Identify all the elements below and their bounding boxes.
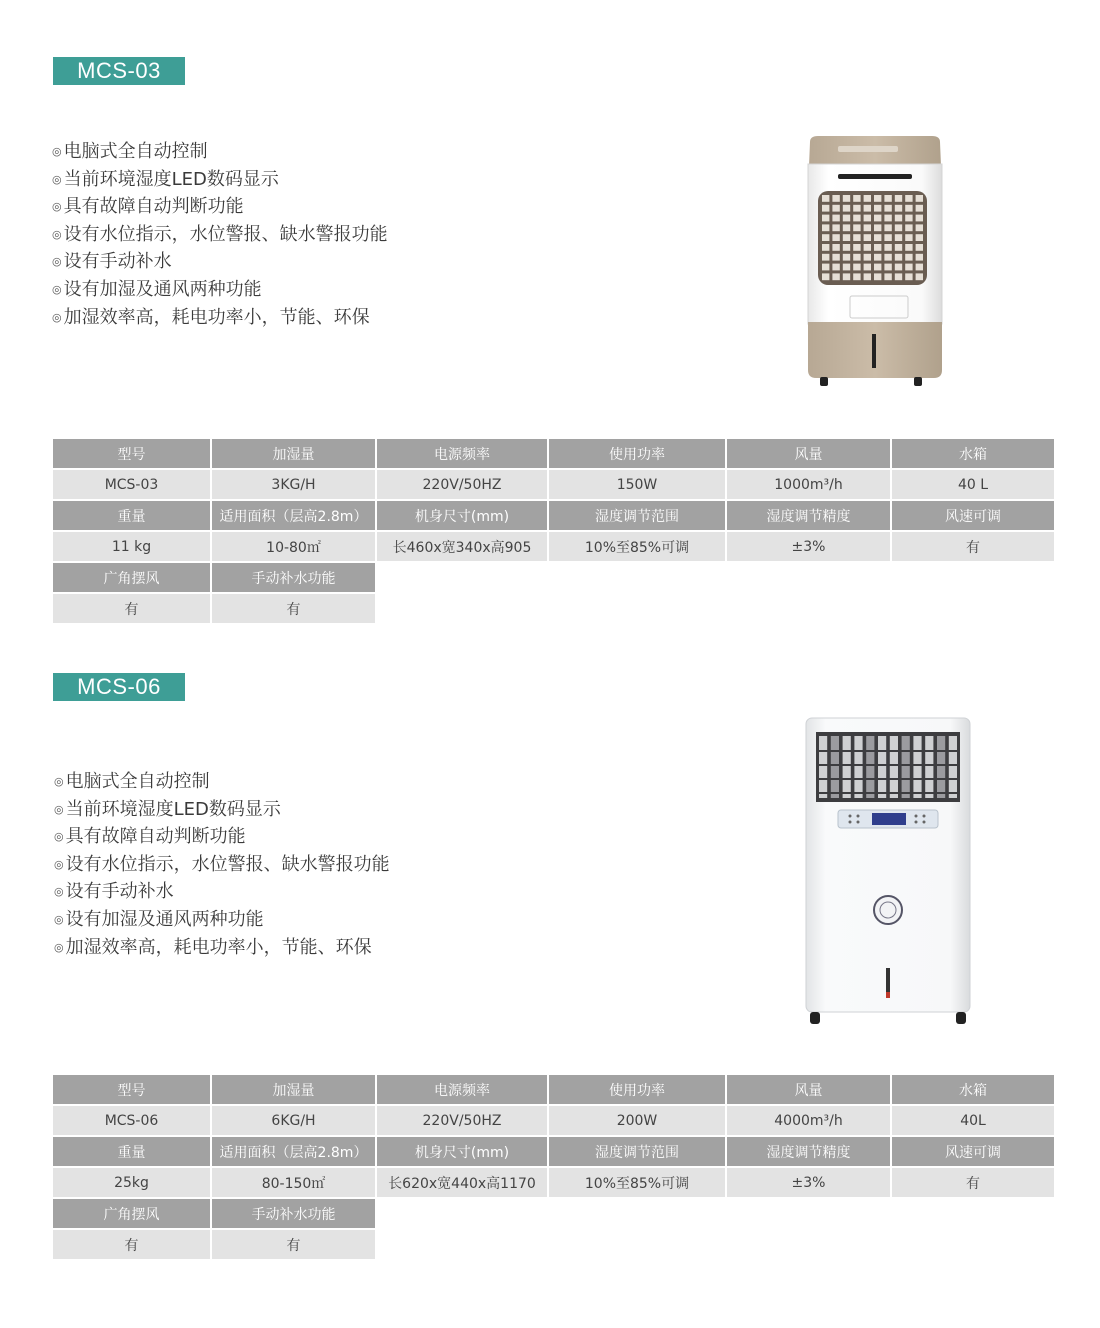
table-row bbox=[53, 562, 1055, 593]
spec-header: 手动补水功能 bbox=[211, 562, 376, 593]
product-image-mcs-06 bbox=[800, 716, 976, 1028]
feature-list bbox=[54, 768, 390, 961]
feature-item: ◎ 设有水位指示，水位警报、缺水警报功能 bbox=[54, 853, 390, 875]
spec-value: 有 bbox=[53, 1229, 211, 1260]
spec-value: 6KG/H bbox=[211, 1105, 376, 1136]
bullet-icon: ◎ bbox=[54, 912, 64, 926]
spec-header: 湿度调节范围 bbox=[548, 500, 726, 531]
table-row bbox=[53, 1198, 1055, 1229]
spec-header: 水箱 bbox=[891, 439, 1055, 469]
spec-value: 40 L bbox=[891, 469, 1055, 500]
table-blank bbox=[376, 593, 1055, 624]
feature-item: ◎ 当前环境湿度LED数码显示 bbox=[52, 168, 279, 190]
product-section-mcs-03 bbox=[0, 0, 1100, 640]
table-row bbox=[53, 1075, 1055, 1105]
spec-value: 3KG/H bbox=[211, 469, 376, 500]
spec-value: 长620x宽440x高1170 bbox=[376, 1167, 548, 1198]
spec-value: 40L bbox=[891, 1105, 1055, 1136]
table-row bbox=[53, 1105, 1055, 1136]
table-blank bbox=[376, 562, 1055, 593]
table-row bbox=[53, 593, 1055, 624]
spec-value: MCS-06 bbox=[53, 1105, 211, 1136]
bullet-icon: ◎ bbox=[54, 775, 64, 788]
spec-header: 型号 bbox=[53, 439, 211, 469]
spec-header: 适用面积（层高2.8m） bbox=[211, 500, 376, 531]
spec-value: 10-80㎡ bbox=[211, 531, 376, 562]
spec-value: MCS-03 bbox=[53, 469, 211, 500]
spec-value: ±3% bbox=[726, 531, 891, 562]
spec-header: 湿度调节精度 bbox=[726, 500, 891, 531]
spec-header: 风速可调 bbox=[891, 1136, 1055, 1167]
feature-item: ◎ 设有手动补水 bbox=[54, 881, 174, 903]
spec-value: 11 kg bbox=[53, 531, 211, 562]
table-row bbox=[53, 1136, 1055, 1167]
spec-value: 10%至85%可调 bbox=[548, 531, 726, 562]
table-row bbox=[53, 1229, 1055, 1260]
spec-value: ±3% bbox=[726, 1167, 891, 1198]
spec-value: 有 bbox=[891, 1167, 1055, 1198]
feature-item: ◎ 设有加湿及通风两种功能 bbox=[54, 908, 264, 930]
model-tag: MCS-06 bbox=[53, 673, 185, 701]
bullet-icon: ◎ bbox=[54, 802, 64, 816]
spec-header: 机身尺寸(mm) bbox=[376, 500, 548, 531]
spec-value: 220V/50HZ bbox=[376, 1105, 548, 1136]
spec-value: 80-150㎡ bbox=[211, 1167, 376, 1198]
bullet-icon: ◎ bbox=[52, 282, 62, 296]
table-blank bbox=[376, 1198, 1055, 1229]
feature-item: ◎ 设有水位指示，水位警报、缺水警报功能 bbox=[52, 223, 388, 245]
spec-header: 使用功率 bbox=[548, 1075, 726, 1105]
bullet-icon: ◎ bbox=[54, 940, 64, 954]
spec-header: 水箱 bbox=[891, 1075, 1055, 1105]
bullet-icon: ◎ bbox=[52, 227, 62, 241]
spec-header: 使用功率 bbox=[548, 439, 726, 469]
spec-value: 10%至85%可调 bbox=[548, 1167, 726, 1198]
bullet-icon: ◎ bbox=[52, 172, 62, 186]
spec-header: 重量 bbox=[53, 500, 211, 531]
bullet-icon: ◎ bbox=[52, 200, 62, 214]
spec-header: 机身尺寸(mm) bbox=[376, 1136, 548, 1167]
spec-value: 150W bbox=[548, 469, 726, 500]
bullet-icon: ◎ bbox=[52, 255, 62, 269]
spec-table bbox=[53, 1075, 1056, 1261]
feature-item: ◎ 电脑式全自动控制 bbox=[54, 771, 210, 792]
spec-value: 有 bbox=[211, 593, 376, 624]
spec-header: 湿度调节范围 bbox=[548, 1136, 726, 1167]
table-row bbox=[53, 531, 1055, 562]
table-blank bbox=[376, 1229, 1055, 1260]
table-row bbox=[53, 500, 1055, 531]
spec-header: 型号 bbox=[53, 1075, 211, 1105]
table-row bbox=[53, 469, 1055, 500]
bullet-icon: ◎ bbox=[52, 310, 62, 324]
spec-value: 有 bbox=[53, 593, 211, 624]
feature-item: ◎ 加湿效率高，耗电功率小，节能、环保 bbox=[52, 306, 370, 328]
product-image-mcs-03 bbox=[800, 134, 950, 390]
spec-table bbox=[53, 439, 1056, 625]
spec-header: 重量 bbox=[53, 1136, 211, 1167]
spec-value: 1000m³/h bbox=[726, 469, 891, 500]
model-tag: MCS-03 bbox=[53, 57, 185, 85]
spec-header: 湿度调节精度 bbox=[726, 1136, 891, 1167]
product-section-mcs-06 bbox=[0, 640, 1100, 1328]
spec-header: 广角摆风 bbox=[53, 1198, 211, 1229]
spec-header: 风量 bbox=[726, 439, 891, 469]
spec-value: 200W bbox=[548, 1105, 726, 1136]
bullet-icon: ◎ bbox=[54, 830, 64, 844]
bullet-icon: ◎ bbox=[54, 857, 64, 871]
spec-value: 有 bbox=[211, 1229, 376, 1260]
spec-header: 广角摆风 bbox=[53, 562, 211, 593]
spec-header: 适用面积（层高2.8m） bbox=[211, 1136, 376, 1167]
spec-header: 加湿量 bbox=[211, 439, 376, 469]
feature-item: ◎ 设有加湿及通风两种功能 bbox=[52, 278, 262, 300]
bullet-icon: ◎ bbox=[54, 885, 64, 899]
feature-item: ◎ 具有故障自动判断功能 bbox=[52, 196, 244, 218]
table-row bbox=[53, 439, 1055, 469]
spec-value: 有 bbox=[891, 531, 1055, 562]
spec-value: 长460x宽340x高905 bbox=[376, 531, 548, 562]
bullet-icon: ◎ bbox=[52, 145, 62, 158]
spec-header: 风速可调 bbox=[891, 500, 1055, 531]
spec-header: 电源频率 bbox=[376, 1075, 548, 1105]
spec-header: 电源频率 bbox=[376, 439, 548, 469]
spec-header: 手动补水功能 bbox=[211, 1198, 376, 1229]
feature-item: ◎ 电脑式全自动控制 bbox=[52, 141, 208, 162]
feature-item: ◎ 具有故障自动判断功能 bbox=[54, 826, 246, 848]
spec-value: 4000m³/h bbox=[726, 1105, 891, 1136]
table-row bbox=[53, 1167, 1055, 1198]
feature-item: ◎ 当前环境湿度LED数码显示 bbox=[54, 798, 281, 820]
feature-item: ◎ 设有手动补水 bbox=[52, 251, 172, 273]
spec-value: 25kg bbox=[53, 1167, 211, 1198]
feature-item: ◎ 加湿效率高，耗电功率小，节能、环保 bbox=[54, 936, 372, 958]
spec-header: 风量 bbox=[726, 1075, 891, 1105]
feature-list bbox=[52, 138, 388, 331]
spec-header: 加湿量 bbox=[211, 1075, 376, 1105]
spec-value: 220V/50HZ bbox=[376, 469, 548, 500]
